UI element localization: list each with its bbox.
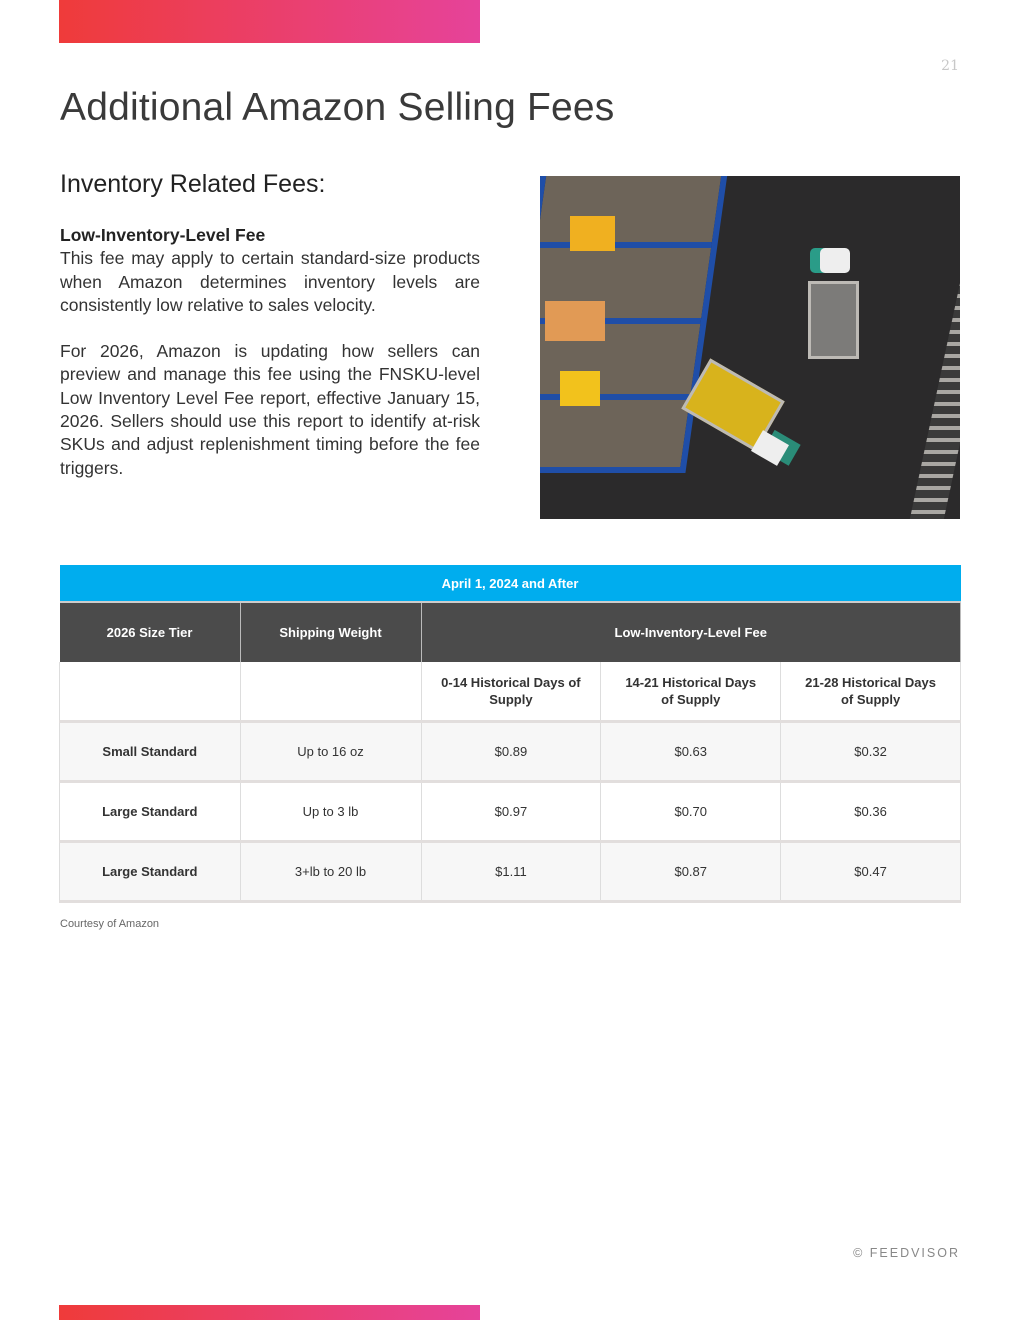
cell: Small Standard	[60, 722, 241, 782]
cell: $0.70	[601, 782, 781, 842]
cell: Large Standard	[60, 842, 241, 902]
table-row	[60, 782, 961, 842]
cell: $0.32	[781, 722, 961, 782]
cell: $1.11	[421, 842, 601, 902]
warehouse-robots-photo	[540, 176, 960, 519]
cell: $0.97	[421, 782, 601, 842]
cell: Large Standard	[60, 782, 241, 842]
subheader-14-21: 14-21 Historical Days of Supply	[601, 662, 781, 722]
table-row	[60, 842, 961, 902]
cell: $0.87	[601, 842, 781, 902]
top-accent-bar	[59, 0, 480, 43]
header-size-tier: 2026 Size Tier	[60, 602, 241, 662]
paragraph: This fee may apply to certain standard-size products when Amazon determines inventory levels are consistently low relative to sales velocity.	[60, 248, 480, 315]
cell: Up to 16 oz	[240, 722, 421, 782]
footer-brand: © FEEDVISOR	[853, 1246, 960, 1260]
cell: $0.89	[421, 722, 601, 782]
table-row	[60, 722, 961, 782]
section-heading: Inventory Related Fees:	[60, 170, 326, 198]
body-text	[60, 224, 480, 503]
subheader-0-14: 0-14 Historical Days of Supply	[421, 662, 601, 722]
page-title: Additional Amazon Selling Fees	[60, 86, 615, 129]
table-caption: Courtesy of Amazon	[60, 918, 160, 930]
bottom-accent-bar	[59, 1305, 480, 1320]
subheader-empty	[60, 662, 241, 722]
header-shipping-weight: Shipping Weight	[240, 602, 421, 662]
cell: $0.47	[781, 842, 961, 902]
cell: 3+lb to 20 lb	[240, 842, 421, 902]
fee-name: Low-Inventory-Level Fee	[60, 225, 266, 245]
cell: $0.63	[601, 722, 781, 782]
paragraph: For 2026, Amazon is updating how sellers can preview and manage this fee using the FNSKU-level Low Inventory Level Fee report, effective January 15, 2026. Sellers should use this report to identify at-risk SKUs and adjust replenishment timing before the fee triggers.	[60, 341, 480, 478]
header-fee: Low-Inventory-Level Fee	[421, 602, 961, 662]
cell: $0.36	[781, 782, 961, 842]
table-banner: April 1, 2024 and After	[60, 565, 961, 602]
subheader-empty	[240, 662, 421, 722]
fee-table	[59, 565, 961, 903]
page-number: 21	[941, 58, 959, 74]
subheader-21-28: 21-28 Historical Days of Supply	[781, 662, 961, 722]
cell: Up to 3 lb	[240, 782, 421, 842]
